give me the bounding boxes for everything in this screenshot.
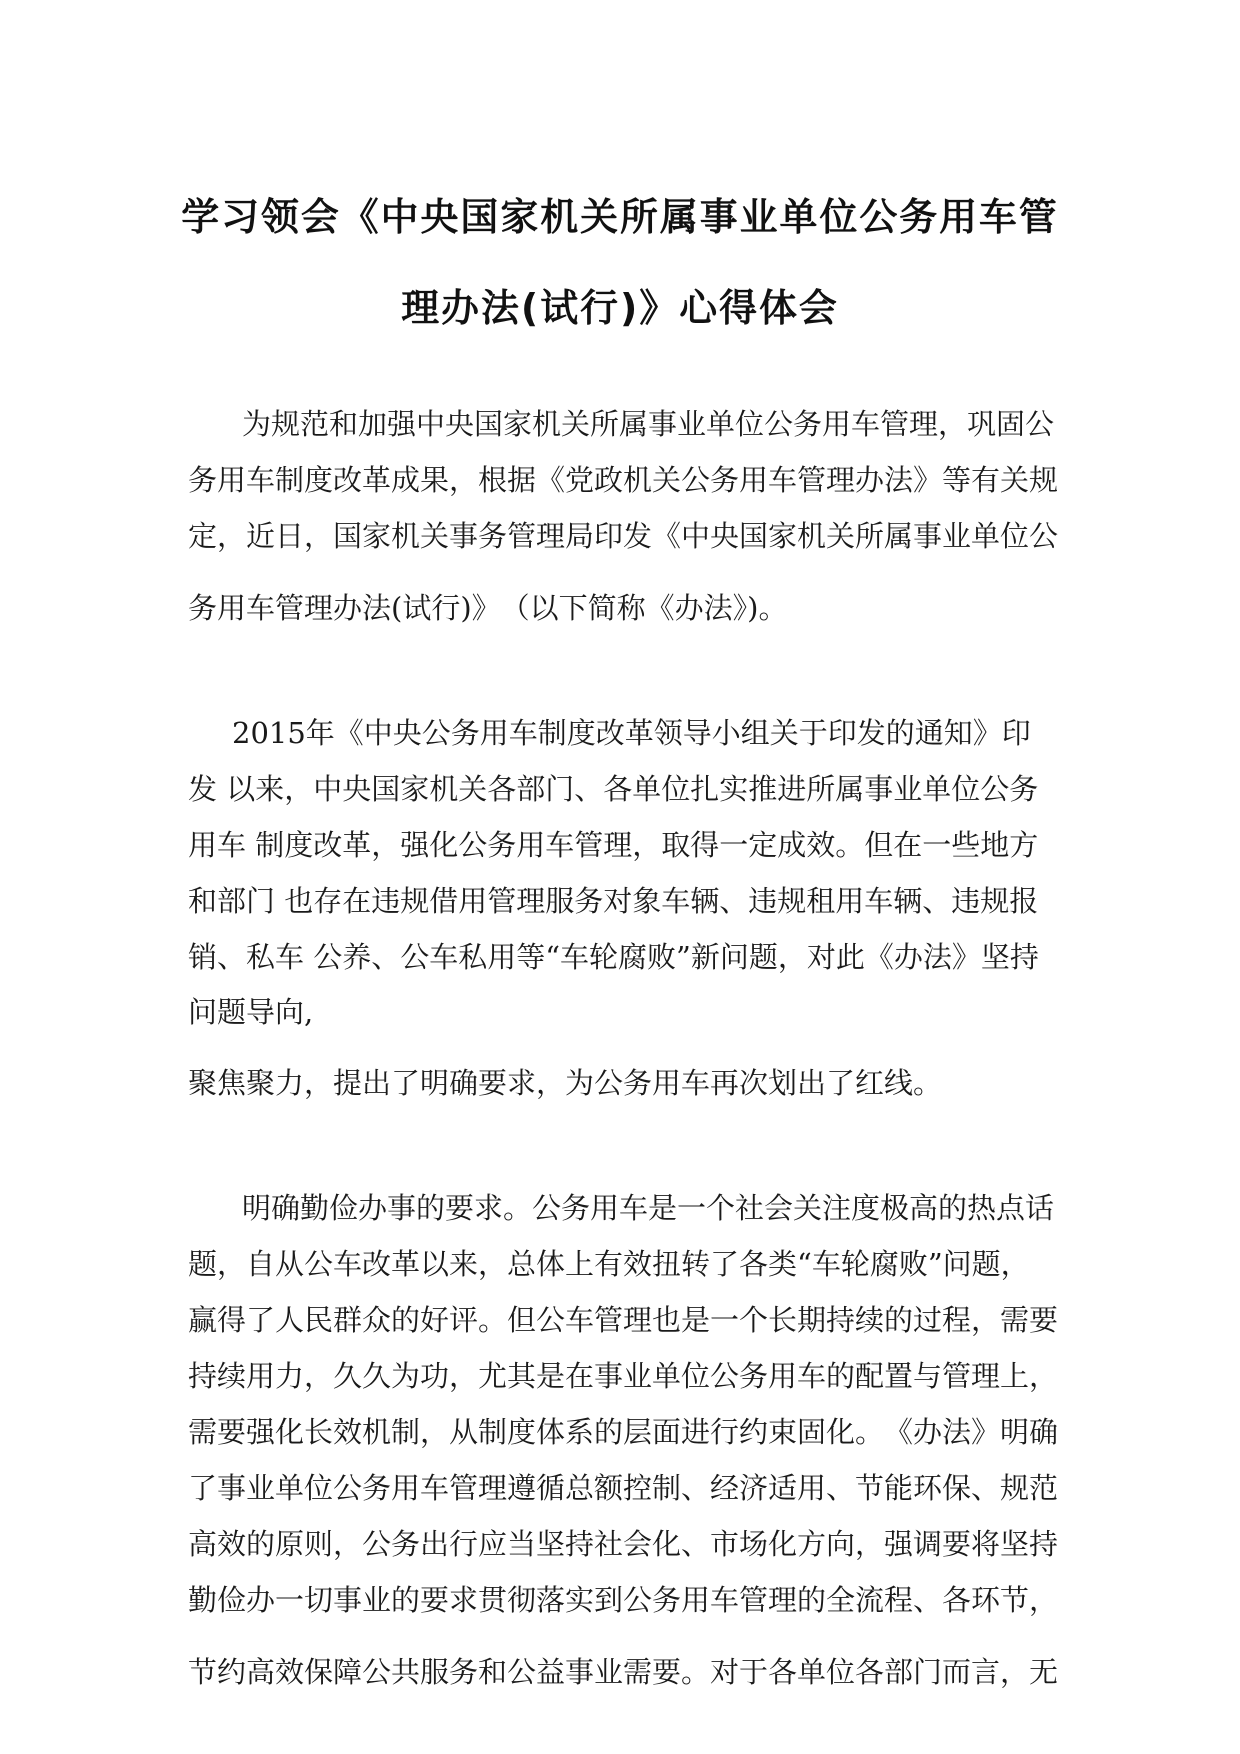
document-title-line-2: 理办法(试行)》心得体会 <box>401 286 839 330</box>
paragraph-3-line: 需要强化长效机制，从制度体系的层面进行约束固化。 《办法》明确 <box>188 1415 1059 1449</box>
paragraph-3-line: 题，自从公车改革以来，总体上有效扭转了各类“车轮腐败”问题， <box>188 1247 1030 1281</box>
paragraph-1-line: 务用车制度改革成果，根据《党政机关公务用车管理办法》等有关规 <box>188 463 1059 497</box>
paragraph-2-line: 和部门 也存在违规借用管理服务对象车辆、违规租用车辆、违规报 <box>188 884 1039 918</box>
paragraph-1-line: 务用车管理办法(试行)》 （以下简称《办法》)。 <box>188 591 788 625</box>
paragraph-2-line: 2015年《中央公务用车制度改革领导小组关于印发的通知》印 <box>232 716 1031 750</box>
paragraph-3-line: 高效的原则，公务出行应当坚持社会化、市场化方向，强调要将坚持 <box>188 1527 1059 1561</box>
paragraph-3-line: 持续用力，久久为功，尤其是在事业单位公务用车的配置与管理上， <box>188 1359 1059 1393</box>
paragraph-2-line: 销、私车 公养、公车私用等“车轮腐败”新问题，对此《办法》坚持 <box>188 940 1039 974</box>
paragraph-2-line: 问题导向, <box>188 995 314 1029</box>
paragraph-3-line: 了事业单位公务用车管理遵循总额控制、经济适用、节能环保、规范 <box>188 1471 1059 1505</box>
paragraph-2-line: 发 以来，中央国家机关各部门、各单位扎实推进所属事业单位公务 <box>188 772 1039 806</box>
paragraph-1-line: 定，近日，国家机关事务管理局印发《中央国家机关所属事业单位公 <box>188 519 1059 553</box>
paragraph-1-line: 为规范和加强中央国家机关所属事业单位公务用车管理，巩固公 <box>242 407 1055 441</box>
paragraph-3-line: 勤俭办一切事业的要求贯彻落实到公务用车管理的全流程、各环节， <box>188 1583 1059 1617</box>
paragraph-3-line: 赢得了人民群众的好评。但公车管理也是一个长期持续的过程，需要 <box>188 1303 1059 1337</box>
paragraph-2-line: 用车 制度改革，强化公务用车管理，取得一定成效。但在一些地方 <box>188 828 1039 862</box>
paragraph-2-line: 聚焦聚力，提出了明确要求，为公务用车再次划出了红线。 <box>188 1066 943 1100</box>
paragraph-3-line: 节约高效保障公共服务和公益事业需要。对于各单位各部门而言，无 <box>188 1655 1059 1689</box>
paragraph-3-line: 明确勤俭办事的要求。公务用车是一个社会关注度极高的热点话 <box>242 1191 1055 1225</box>
document-title-line-1: 学习领会《中央国家机关所属事业单位公务用车管 <box>181 195 1059 239</box>
